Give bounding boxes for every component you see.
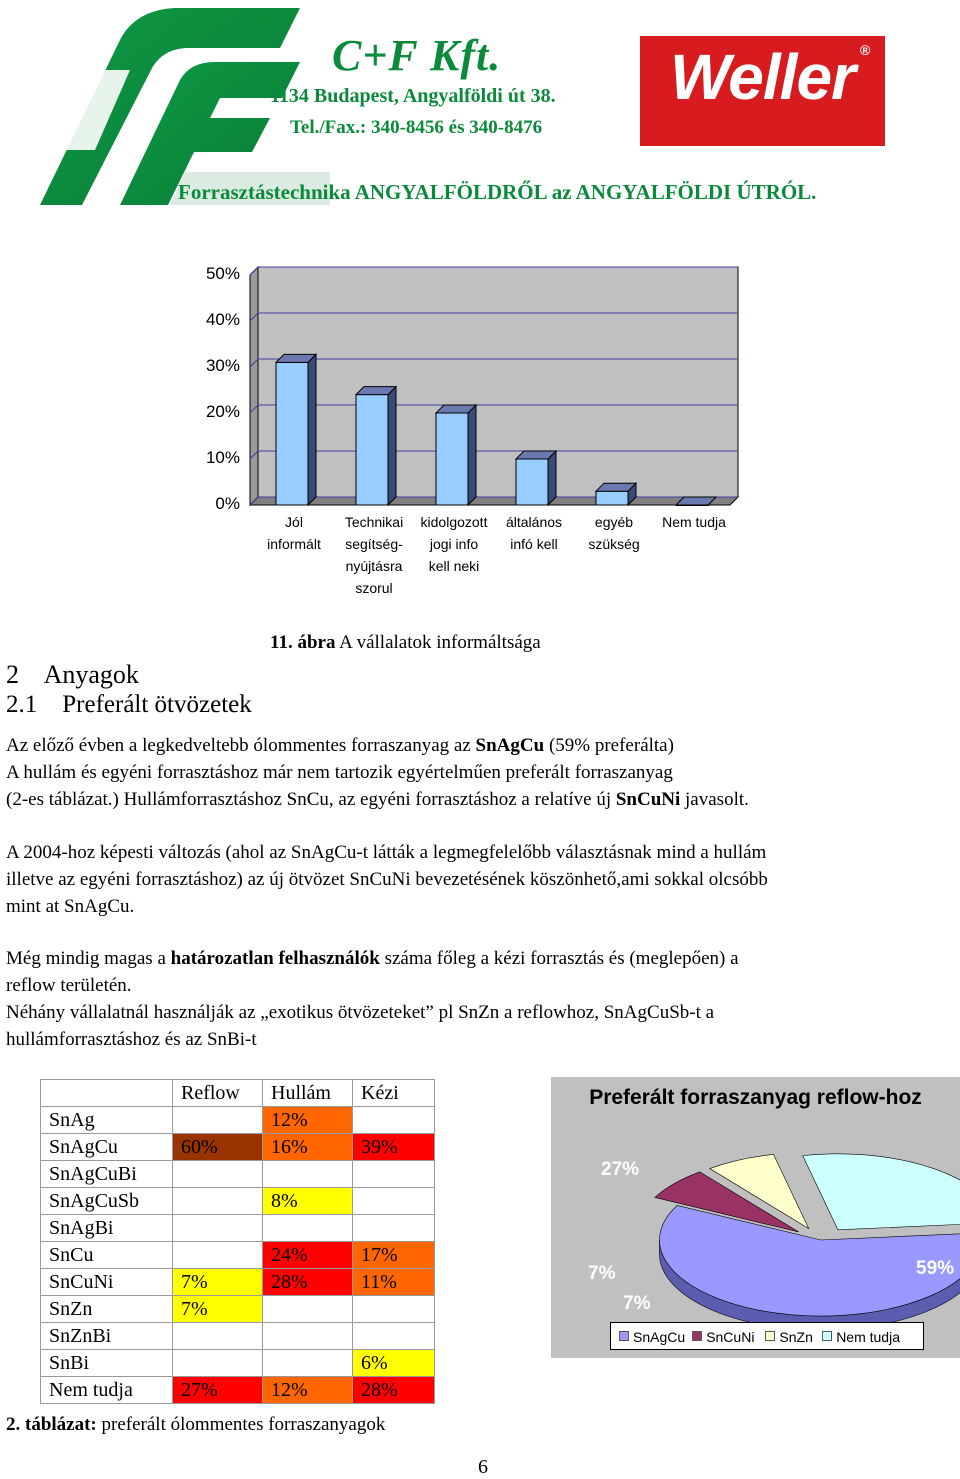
percentage-cell: [353, 1215, 435, 1242]
percentage-cell: [263, 1296, 353, 1323]
alloy-name-cell: SnAgCu: [41, 1134, 173, 1161]
x-category-label-line: kidolgozott: [409, 511, 499, 533]
bar: [516, 451, 556, 505]
p1-line-2: A hullám és egyéni forrasztáshoz már nem tartozik egyértelműen preferált forraszanyag: [6, 759, 956, 786]
figure-caption-text: A vállalatok informáltsága: [335, 632, 540, 653]
x-category-label: [649, 511, 739, 533]
table-header-row: [41, 1080, 435, 1107]
p3-text-c: száma főleg a kézi forrasztás és (meglepően) a: [380, 948, 739, 969]
table-row: [41, 1350, 435, 1377]
p1-text-f: javasolt.: [680, 789, 749, 810]
table-row: [41, 1134, 435, 1161]
table-row: [41, 1188, 435, 1215]
table-caption-text: preferált ólommentes forraszanyagok: [97, 1414, 386, 1435]
legend-item: [692, 1329, 754, 1345]
p3-bold-undecided-users: határozatlan felhasználók: [171, 948, 380, 969]
registered-mark: ®: [860, 42, 870, 58]
p1-bold-sncuni: SnCuNi: [616, 789, 680, 810]
percentage-cell: [353, 1107, 435, 1134]
y-tick-label: 50%: [190, 264, 240, 284]
figure-caption: [270, 632, 541, 654]
x-category-label-line: Technikai: [329, 511, 419, 533]
alloy-name-cell: Nem tudja: [41, 1377, 173, 1404]
legend-swatch: [822, 1331, 832, 1341]
bar-side: [308, 354, 316, 505]
percentage-cell: 8%: [263, 1188, 353, 1215]
percentage-cell: [173, 1188, 263, 1215]
y-tick-label: 0%: [190, 494, 240, 514]
alloy-name-cell: SnAgCuBi: [41, 1161, 173, 1188]
y-tick-label: 10%: [190, 448, 240, 468]
p1-text-c: (59% preferálta): [544, 735, 674, 756]
company-address: 1134 Budapest, Angyalföldi út 38.: [270, 85, 556, 108]
table-header-cell: Reflow: [173, 1080, 263, 1107]
page-number: 6: [478, 1456, 488, 1479]
percentage-cell: [353, 1323, 435, 1350]
table-caption-number: 2. táblázat:: [6, 1414, 97, 1435]
p2-line-1: A 2004-hoz képesti változás (ahol az SnAgCu-t látták a legmegfelelőbb választásnak mind a hullám: [6, 839, 956, 866]
percentage-cell: [173, 1161, 263, 1188]
chart-floor: [250, 497, 738, 505]
pie-legend: [610, 1322, 924, 1350]
pie-title-text: Preferált forraszanyag reflow-hoz: [589, 1086, 922, 1109]
bar: [436, 405, 476, 505]
bar-front: [276, 362, 308, 505]
bar-side: [388, 387, 396, 505]
bar: [276, 354, 316, 505]
legend-swatch: [692, 1331, 702, 1341]
x-category-label: [569, 511, 659, 555]
pie-slice: [803, 1154, 960, 1230]
percentage-cell: [263, 1161, 353, 1188]
bar: [356, 387, 396, 505]
x-category-label: [249, 511, 339, 555]
legend-label: Nem tudja: [836, 1329, 900, 1345]
percentage-cell: 60%: [173, 1134, 263, 1161]
figure-caption-number: 11. ábra: [270, 632, 335, 653]
solder-preference-table: [40, 1079, 435, 1404]
informedness-bar-chart: [190, 262, 740, 602]
p3-line-3: Néhány vállalatnál használják az „exotikus ötvözeteket” pl SnZn a reflowhoz, SnAgCuSb-t a: [6, 999, 956, 1026]
percentage-cell: [263, 1215, 353, 1242]
percentage-cell: 7%: [173, 1269, 263, 1296]
p1-text-d: (2-es táblázat.) Hullámforrasztáshoz SnCu, az egyéni forrasztáshoz a relatíve új: [6, 789, 616, 810]
legend-label: SnCuNi: [706, 1329, 754, 1345]
percentage-cell: 17%: [353, 1242, 435, 1269]
percentage-cell: [173, 1323, 263, 1350]
table-row: [41, 1215, 435, 1242]
table-row: [41, 1161, 435, 1188]
percentage-cell: [263, 1350, 353, 1377]
x-category-label-line: általános: [489, 511, 579, 533]
x-category-label-line: egyéb: [569, 511, 659, 533]
paragraph-3: [6, 945, 956, 1053]
percentage-cell: 28%: [263, 1269, 353, 1296]
table-row: [41, 1269, 435, 1296]
section-heading-2-1: 2.1 Preferált ötvözetek: [6, 691, 252, 719]
p2-line-3: mint at SnAgCu.: [6, 893, 956, 920]
pie-slice-top: [803, 1154, 960, 1230]
table-row: [41, 1296, 435, 1323]
percentage-cell: 28%: [353, 1377, 435, 1404]
percentage-cell: 16%: [263, 1134, 353, 1161]
percentage-cell: 12%: [263, 1107, 353, 1134]
weller-logo-text: Weller: [640, 40, 885, 114]
legend-label: SnAgCu: [633, 1329, 685, 1345]
alloy-name-cell: SnZnBi: [41, 1323, 173, 1350]
bar-side: [468, 405, 476, 505]
company-name: C+F Kft.: [332, 30, 501, 81]
bar-front: [356, 395, 388, 505]
paragraph-1: [6, 732, 956, 813]
letterhead: [0, 0, 930, 215]
percentage-cell: [353, 1188, 435, 1215]
bar-side: [548, 451, 556, 505]
pie-slice-label: 7%: [623, 1293, 651, 1314]
pie-slice-label: 59%: [916, 1258, 954, 1279]
x-category-label: [489, 511, 579, 555]
weller-subtitle: Márkaszaküzlet: [662, 126, 842, 147]
bar-front: [436, 413, 468, 505]
percentage-cell: 6%: [353, 1350, 435, 1377]
alloy-name-cell: SnZn: [41, 1296, 173, 1323]
table-row: [41, 1377, 435, 1404]
x-category-label: [409, 511, 499, 577]
paragraph-2: [6, 839, 956, 920]
table-caption: [6, 1414, 385, 1436]
alloy-name-cell: SnCuNi: [41, 1269, 173, 1296]
table-header-cell: Hullám: [263, 1080, 353, 1107]
x-category-label-line: szorul: [329, 577, 419, 599]
percentage-cell: [173, 1107, 263, 1134]
x-category-label-line: segítség-: [329, 533, 419, 555]
x-category-label: [329, 511, 419, 599]
percentage-cell: [263, 1323, 353, 1350]
percentage-cell: 11%: [353, 1269, 435, 1296]
table-row: [41, 1323, 435, 1350]
p3-text-a: Még mindig magas a: [6, 948, 171, 969]
percentage-cell: 39%: [353, 1134, 435, 1161]
p3-line-2: reflow területén.: [6, 972, 956, 999]
company-slogan: Forrasztástechnika ANGYALFÖLDRŐL az ANGYALFÖLDI ÚTRÓL.: [178, 180, 816, 205]
percentage-cell: [353, 1161, 435, 1188]
x-category-label-line: informált: [249, 533, 339, 555]
alloy-name-cell: SnAgBi: [41, 1215, 173, 1242]
alloy-name-cell: SnAg: [41, 1107, 173, 1134]
reflow-pie-chart: [551, 1077, 960, 1358]
percentage-cell: 27%: [173, 1377, 263, 1404]
x-category-label-line: Nem tudja: [649, 511, 739, 533]
alloy-name-cell: SnCu: [41, 1242, 173, 1269]
alloy-name-cell: SnAgCuSb: [41, 1188, 173, 1215]
company-phone: Tel./Fax.: 340-8456 és 340-8476: [290, 117, 542, 139]
legend-item: [822, 1329, 900, 1345]
x-category-label-line: infó kell: [489, 533, 579, 555]
bar: [596, 483, 636, 505]
table-header-cell: Kézi: [353, 1080, 435, 1107]
pie-plot: [551, 1077, 960, 1358]
section-heading-2: 2 Anyagok: [6, 660, 139, 690]
percentage-cell: [173, 1215, 263, 1242]
table-header-cell: [41, 1080, 173, 1107]
chart-back-wall: [258, 267, 738, 497]
p1-bold-snagcu: SnAgCu: [476, 735, 545, 756]
legend-item: [619, 1329, 685, 1345]
y-tick-label: 20%: [190, 402, 240, 422]
percentage-cell: [353, 1296, 435, 1323]
pie-slice-label: 7%: [588, 1263, 616, 1284]
bar-front: [516, 459, 548, 505]
legend-item: [765, 1329, 812, 1345]
percentage-cell: 7%: [173, 1296, 263, 1323]
p2-line-2: illetve az egyéni forrasztáshoz) az új ötvözet SnCuNi bevezetésének köszönhető,ami sokkal olcsóbb: [6, 866, 956, 893]
x-category-label-line: jogi info: [409, 533, 499, 555]
x-category-label-line: nyújtásra: [329, 555, 419, 577]
legend-swatch: [765, 1331, 775, 1341]
percentage-cell: [173, 1242, 263, 1269]
percentage-cell: [173, 1350, 263, 1377]
chart-side-wall: [250, 267, 258, 505]
percentage-cell: 24%: [263, 1242, 353, 1269]
pie-slice-label: 27%: [601, 1159, 639, 1180]
x-category-label-line: kell neki: [409, 555, 499, 577]
p1-text-a: Az előző évben a legkedveltebb ólommentes forraszanyag az: [6, 735, 476, 756]
legend-label: SnZn: [779, 1329, 812, 1345]
y-tick-label: 30%: [190, 356, 240, 376]
y-tick-label: 40%: [190, 310, 240, 330]
legend-swatch: [619, 1331, 629, 1341]
x-category-label-line: Jól: [249, 511, 339, 533]
bar-front: [596, 491, 628, 505]
p3-line-4: hullámforrasztáshoz és az SnBi-t: [6, 1026, 956, 1053]
x-category-label-line: szükség: [569, 533, 659, 555]
alloy-name-cell: SnBi: [41, 1350, 173, 1377]
percentage-cell: 12%: [263, 1377, 353, 1404]
table-row: [41, 1107, 435, 1134]
table-row: [41, 1242, 435, 1269]
